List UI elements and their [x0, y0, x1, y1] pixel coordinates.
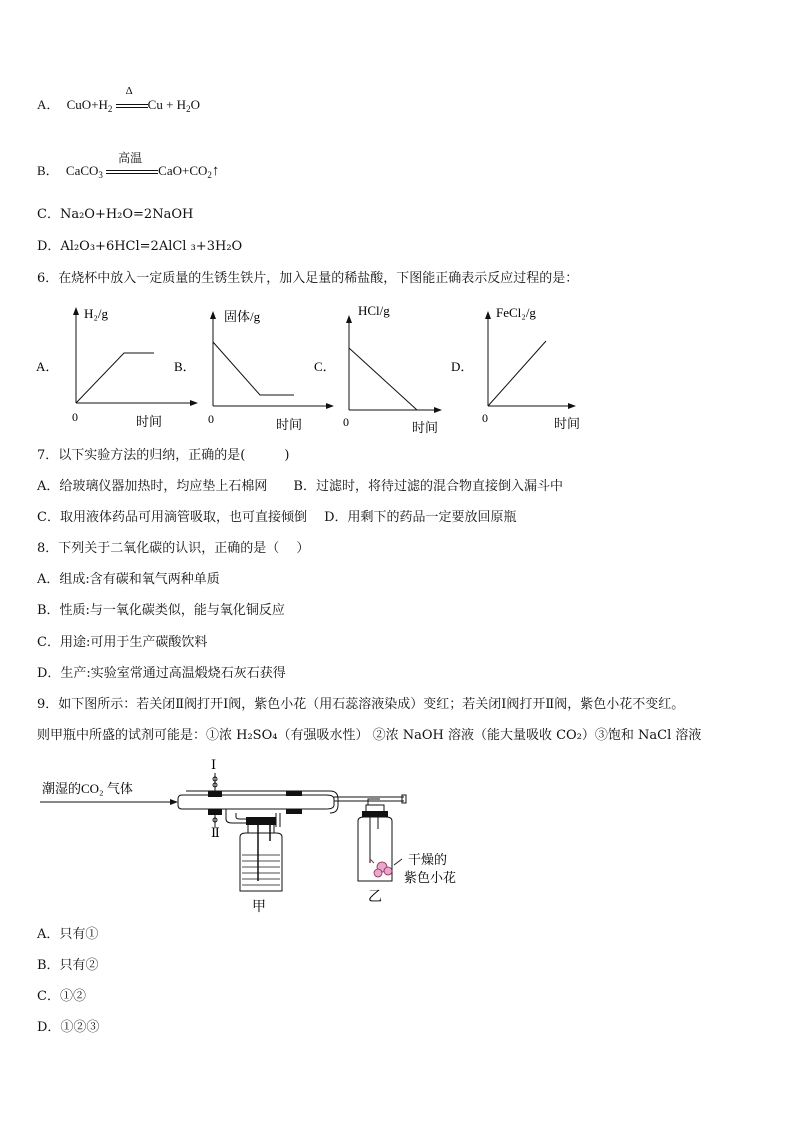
condition-text: Δ: [125, 85, 133, 98]
graph-d-origin: 0: [482, 411, 488, 425]
graph-d: [451, 305, 580, 431]
q8-option-d: D．生产:实验室常通过高温煅烧石灰石获得: [37, 666, 286, 681]
graph-b: [174, 309, 334, 432]
graph-a-curve: [76, 353, 154, 403]
flower-label-line2: 紫色小花: [404, 870, 457, 885]
graph-a-ylabel: H₂/g: [84, 306, 109, 321]
q9-option-a: A．只有①: [37, 927, 99, 942]
q5-option-d: D．Al₂O₃+6HCl=2AlCl ₃+3H₂O: [37, 239, 243, 254]
stopper-icon: [246, 817, 276, 825]
equation-left: CaCO: [65, 163, 99, 178]
q6-graphs: [30, 298, 630, 438]
graph-b-curve: [213, 342, 294, 395]
option-letter: A．: [37, 97, 60, 112]
flower-label-line1: 干燥的: [408, 852, 448, 867]
subscript: 2: [107, 104, 113, 114]
equation-left: CuO+H: [66, 97, 108, 112]
bottle-jia: [240, 833, 282, 891]
q7-stem: 7．以下实验方法的归纳，正确的是( ): [37, 448, 290, 463]
stopper-icon: [362, 811, 388, 817]
equation-tail: O: [190, 97, 200, 112]
equals-condition: [106, 151, 158, 179]
graph-d-xlabel: 时间: [554, 416, 581, 431]
graph-c-xlabel: 时间: [412, 420, 439, 435]
q9-option-b: B．只有②: [37, 958, 99, 973]
valve-1-label: Ⅰ: [211, 757, 217, 772]
q7-row1: A．给玻璃仪器加热时，均应垫上石棉网 B．过滤时，将待过滤的混合物直接倒入漏斗中: [37, 479, 563, 494]
graph-d-label: D．: [451, 359, 474, 374]
q5-option-c: C．Na₂O+H₂O=2NaOH: [37, 207, 194, 222]
arrow-head-icon: [170, 799, 178, 805]
q5-option-b: [37, 151, 220, 180]
q8-option-b: B．性质:与一氧化碳类似，能与氧化铜反应: [37, 603, 285, 618]
q6-stem: 6．在烧杯中放入一定质量的生锈生铁片，加入足量的稀盐酸，下图能正确表示反应过程的是：: [37, 271, 579, 286]
graph-b-origin: 0: [208, 412, 214, 426]
subscript: 2: [207, 170, 212, 180]
q9-option-d: D．①②③: [37, 1020, 100, 1035]
equals-condition: [116, 85, 148, 113]
gas-arrow: ↑: [211, 163, 220, 179]
graph-a-origin: 0: [72, 410, 78, 424]
equation-right: CaO+CO: [158, 163, 208, 178]
graph-b-label: B．: [174, 359, 196, 374]
condition-text: 高温: [118, 151, 143, 166]
graph-a-label: A．: [36, 359, 59, 374]
gas-label: 潮湿的CO₂ 气体: [42, 781, 133, 796]
q9-stem-line1: 9．如下图所示：若关闭Ⅱ阀打开Ⅰ阀，紫色小花（用石蕊溶液染成）变红；若关闭Ⅰ阀打开Ⅱ阀，紫色小花不变红。: [37, 697, 685, 712]
q8-stem: 8．下列关于二氧化碳的认识，正确的是（ ）: [37, 541, 310, 556]
option-letter: B．: [37, 163, 59, 178]
q9-apparatus-diagram: [36, 755, 476, 920]
subscript: 3: [98, 170, 103, 180]
graph-b-ylabel: 固体/g: [224, 309, 261, 324]
q9-stem-line2: 则甲瓶中所盛的试剂可能是：①浓 H₂SO₄（有强吸水性） ②浓 NaOH 溶液（能大量吸收 CO₂）③饱和 NaCl 溶液: [37, 728, 702, 743]
q8-option-a: A．组成:含有碳和氧气两种单质: [37, 572, 220, 587]
graph-c-ylabel: HCl/g: [358, 303, 390, 318]
graph-d-curve: [488, 341, 546, 406]
graph-b-xlabel: 时间: [276, 417, 303, 432]
valve-2-label: Ⅱ: [211, 825, 220, 840]
equation-right: Cu + H: [147, 97, 187, 112]
bottle-jia-label: 甲: [252, 900, 266, 915]
graph-a-xlabel: 时间: [136, 414, 163, 429]
subscript: 2: [186, 104, 191, 114]
graph-c-curve: [349, 348, 417, 410]
graph-c-label: C．: [314, 359, 336, 374]
q9-option-c: C．①②: [37, 989, 86, 1004]
bottle-yi-label: 乙: [368, 890, 382, 905]
valve-1-icon: [208, 791, 222, 797]
graph-c-origin: 0: [343, 415, 349, 429]
q5-option-a: [37, 85, 200, 114]
graph-d-ylabel: FeCl₂/g: [496, 305, 536, 320]
q8-option-c: C．用途:可用于生产碳酸饮料: [37, 635, 208, 650]
q7-row2: C．取用液体药品可用滴管吸取，也可直接倾倒 D．用剩下的药品一定要放回原瓶: [37, 510, 517, 525]
graph-c: [314, 303, 442, 435]
